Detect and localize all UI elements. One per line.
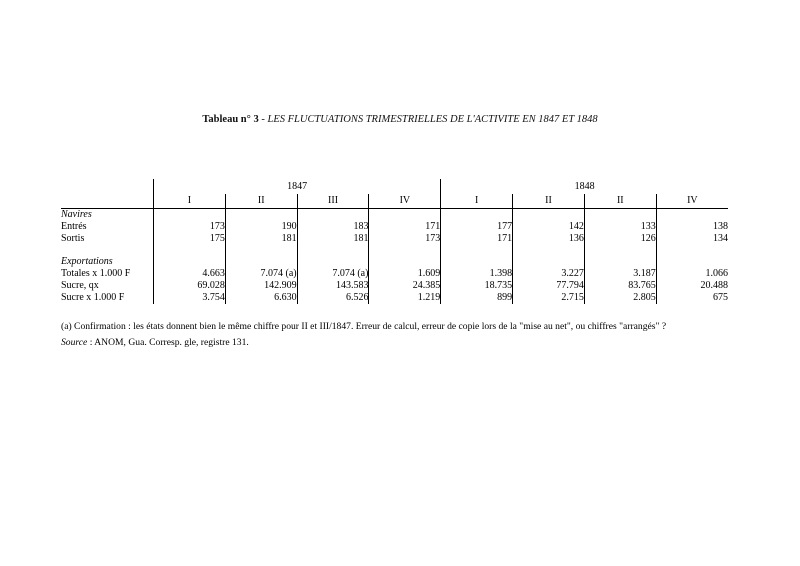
table-row — [61, 280, 728, 292]
table-cell: 24.385 — [369, 280, 441, 292]
table-cell: 2.715 — [513, 292, 585, 304]
table-cell: 6.630 — [225, 292, 297, 304]
table-row — [61, 233, 728, 245]
quarter-header: II — [584, 194, 656, 209]
table-cell: 1.609 — [369, 268, 441, 280]
table-cell: 83.765 — [584, 280, 656, 292]
quarter-header: IV — [656, 194, 728, 209]
table-number: Tableau n° 3 — [202, 114, 259, 125]
table-row — [61, 221, 728, 233]
table-cell: 1.398 — [441, 268, 513, 280]
group-label: Navires — [61, 209, 92, 220]
activity-table — [61, 179, 728, 304]
group-label: Exportations — [61, 256, 113, 268]
table-cell: 136 — [513, 233, 585, 245]
table-cell: 3.187 — [584, 268, 656, 280]
table-cell: 171 — [369, 221, 441, 233]
year-header-row — [61, 179, 728, 194]
table-row — [61, 268, 728, 280]
table-cell: 7.074 (a) — [225, 268, 297, 280]
table-cell: 899 — [441, 292, 513, 304]
quarter-header: IV — [369, 194, 441, 209]
group-row-navires — [61, 209, 728, 221]
row-label: Sucre x 1.000 F — [61, 291, 125, 303]
table-cell: 133 — [584, 221, 656, 233]
table-cell: 138 — [656, 221, 728, 233]
row-label: Sucre, qx — [61, 279, 99, 291]
table-cell: 20.488 — [656, 280, 728, 292]
footnote: (a) Confirmation : les états donnent bien le même chiffre pour II et III/1847. Erreur de calcul, erreur de copie lors de la "mise au net", ou chiffres "arrangés" ? — [61, 321, 667, 332]
table-cell: 18.735 — [441, 280, 513, 292]
table-title — [0, 114, 800, 125]
table-cell: 2.805 — [584, 292, 656, 304]
table-cell: 177 — [441, 221, 513, 233]
table-cell: 183 — [297, 221, 369, 233]
table-cell: 171 — [441, 233, 513, 245]
source-label: Source — [61, 337, 88, 348]
table-cell: 3.754 — [154, 292, 226, 304]
table-cell: 77.794 — [513, 280, 585, 292]
table-cell: 1.219 — [369, 292, 441, 304]
quarter-header-row — [61, 194, 728, 209]
source-text: : ANOM, Gua. Corresp. gle, registre 131. — [87, 337, 249, 348]
table-cell: 181 — [225, 233, 297, 245]
table-cell: 1.066 — [656, 268, 728, 280]
table-cell: 69.028 — [154, 280, 226, 292]
group-row-exportations — [61, 256, 728, 268]
quarter-header: II — [513, 194, 585, 209]
table-caption: LES FLUCTUATIONS TRIMESTRIELLES DE L'ACTIVITE EN 1847 ET 1848 — [267, 114, 598, 125]
source-note — [61, 337, 249, 348]
quarter-header: III — [297, 194, 369, 209]
title-separator: - — [258, 114, 268, 125]
table-cell: 6.526 — [297, 292, 369, 304]
table-row — [61, 292, 728, 304]
row-label: Totales x 1.000 F — [61, 268, 131, 280]
row-label: Entrés — [61, 220, 87, 232]
quarter-header: I — [441, 194, 513, 209]
table-cell: 134 — [656, 233, 728, 245]
spacer-row — [61, 244, 728, 256]
row-label: Sortis — [61, 232, 85, 244]
table-cell: 4.663 — [154, 268, 226, 280]
year-1848: 1848 — [441, 179, 728, 194]
table-cell: 7.074 (a) — [297, 268, 369, 280]
quarter-header: I — [154, 194, 226, 209]
table-cell: 181 — [297, 233, 369, 245]
table-cell: 190 — [225, 221, 297, 233]
table-cell: 143.583 — [297, 280, 369, 292]
year-1847: 1847 — [154, 179, 441, 194]
table-cell: 173 — [369, 233, 441, 245]
table-cell: 142.909 — [225, 280, 297, 292]
table-cell: 175 — [154, 233, 226, 245]
table-cell: 126 — [584, 233, 656, 245]
table-cell: 675 — [656, 292, 728, 304]
table-cell: 173 — [154, 221, 226, 233]
table-cell: 3.227 — [513, 268, 585, 280]
table-cell: 142 — [513, 221, 585, 233]
quarter-header: II — [225, 194, 297, 209]
